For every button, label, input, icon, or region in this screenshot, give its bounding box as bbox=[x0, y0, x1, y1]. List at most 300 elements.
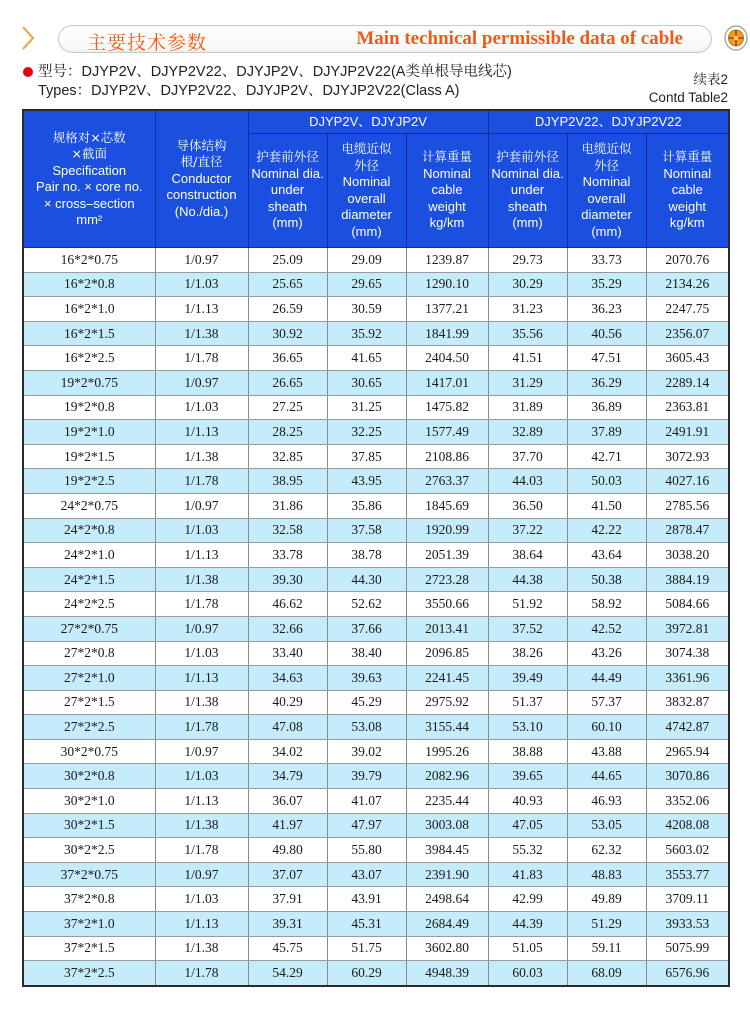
header-line: under bbox=[270, 182, 305, 198]
types-english: Types：DJYP2V、DJYP2V22、DJYJP2V、DJYJP2V22(Class A) bbox=[38, 83, 460, 99]
table-row bbox=[23, 592, 729, 617]
header-line: 外径 bbox=[594, 157, 620, 173]
cell-conductor: 1/1.03 bbox=[155, 518, 248, 543]
technical-data-table bbox=[22, 109, 730, 987]
cell-cable-weight: 4948.39 bbox=[406, 961, 488, 986]
cell-overall-diameter: 43.07 bbox=[327, 862, 406, 887]
cell-spec: 16*2*0.8 bbox=[23, 272, 155, 297]
cell-overall-diameter-22: 35.29 bbox=[567, 272, 646, 297]
cell-overall-diameter-22: 36.23 bbox=[567, 297, 646, 322]
cell-conductor: 1/1.03 bbox=[155, 395, 248, 420]
cell-dia-under-sheath: 32.66 bbox=[248, 616, 327, 641]
col-header-cable-weight-22 bbox=[646, 134, 729, 248]
cell-overall-diameter-22: 46.93 bbox=[567, 789, 646, 814]
cell-spec: 16*2*1.5 bbox=[23, 321, 155, 346]
header-line: Nominal bbox=[582, 174, 631, 189]
cell-dia-under-sheath: 40.29 bbox=[248, 690, 327, 715]
cell-dia-under-sheath-22: 41.51 bbox=[488, 346, 567, 371]
cell-spec: 30*2*1.0 bbox=[23, 789, 155, 814]
table-row bbox=[23, 469, 729, 494]
header-line: 外径 bbox=[353, 157, 379, 173]
cell-cable-weight-22: 3832.87 bbox=[646, 690, 729, 715]
cell-dia-under-sheath-22: 37.70 bbox=[488, 444, 567, 469]
cell-conductor: 1/0.97 bbox=[155, 370, 248, 395]
cell-cable-weight: 2763.37 bbox=[406, 469, 488, 494]
header-line: 根/直径 bbox=[180, 154, 223, 170]
cell-spec: 19*2*2.5 bbox=[23, 469, 155, 494]
section-title-bar bbox=[20, 24, 736, 54]
col-header-specification bbox=[23, 110, 155, 248]
cell-dia-under-sheath: 33.78 bbox=[248, 543, 327, 568]
cell-overall-diameter: 35.92 bbox=[327, 321, 406, 346]
header-line: mm² bbox=[76, 212, 103, 227]
cell-overall-diameter: 39.79 bbox=[327, 764, 406, 789]
cell-spec: 24*2*0.8 bbox=[23, 518, 155, 543]
cell-dia-under-sheath: 38.95 bbox=[248, 469, 327, 494]
cell-dia-under-sheath-22: 53.10 bbox=[488, 715, 567, 740]
cell-dia-under-sheath: 54.29 bbox=[248, 961, 327, 986]
cell-dia-under-sheath-22: 36.50 bbox=[488, 493, 567, 518]
table-row bbox=[23, 789, 729, 814]
cell-spec: 19*2*1.0 bbox=[23, 420, 155, 445]
cell-overall-diameter-22: 44.49 bbox=[567, 666, 646, 691]
group-header-djyp2v22: DJYP2V22、DJYJP2V22 bbox=[488, 110, 729, 134]
cell-overall-diameter-22: 68.09 bbox=[567, 961, 646, 986]
cell-cable-weight: 1841.99 bbox=[406, 321, 488, 346]
cell-conductor: 1/1.78 bbox=[155, 838, 248, 863]
cell-dia-under-sheath-22: 31.29 bbox=[488, 370, 567, 395]
cell-dia-under-sheath-22: 51.92 bbox=[488, 592, 567, 617]
cell-conductor: 1/1.78 bbox=[155, 469, 248, 494]
cell-conductor: 1/1.03 bbox=[155, 887, 248, 912]
table-row bbox=[23, 715, 729, 740]
cell-cable-weight-22: 3070.86 bbox=[646, 764, 729, 789]
cell-overall-diameter-22: 43.64 bbox=[567, 543, 646, 568]
col-header-cable-weight bbox=[406, 134, 488, 248]
cell-dia-under-sheath: 25.65 bbox=[248, 272, 327, 297]
cell-spec: 37*2*1.0 bbox=[23, 912, 155, 937]
cell-overall-diameter-22: 42.22 bbox=[567, 518, 646, 543]
cell-overall-diameter-22: 50.38 bbox=[567, 567, 646, 592]
cell-cable-weight: 1290.10 bbox=[406, 272, 488, 297]
cell-overall-diameter: 60.29 bbox=[327, 961, 406, 986]
cell-cable-weight: 2082.96 bbox=[406, 764, 488, 789]
cell-cable-weight: 1845.69 bbox=[406, 493, 488, 518]
header-line: Nominal bbox=[342, 174, 391, 189]
cell-cable-weight-22: 3553.77 bbox=[646, 862, 729, 887]
cell-cable-weight: 2108.86 bbox=[406, 444, 488, 469]
cell-overall-diameter: 41.07 bbox=[327, 789, 406, 814]
table-body bbox=[23, 248, 729, 986]
table-row bbox=[23, 543, 729, 568]
continued-table-label bbox=[649, 71, 728, 107]
table-row bbox=[23, 887, 729, 912]
cell-dia-under-sheath-22: 31.23 bbox=[488, 297, 567, 322]
col-header-overall-diameter bbox=[327, 134, 406, 248]
cell-dia-under-sheath-22: 44.03 bbox=[488, 469, 567, 494]
header-line: (mm) bbox=[591, 223, 622, 239]
cell-overall-diameter-22: 59.11 bbox=[567, 936, 646, 961]
cell-cable-weight-22: 2363.81 bbox=[646, 395, 729, 420]
cell-dia-under-sheath-22: 38.26 bbox=[488, 641, 567, 666]
cell-dia-under-sheath-22: 39.49 bbox=[488, 666, 567, 691]
cell-dia-under-sheath-22: 35.56 bbox=[488, 321, 567, 346]
cell-conductor: 1/1.78 bbox=[155, 346, 248, 371]
header-line: sheath bbox=[507, 198, 548, 214]
cell-overall-diameter: 47.97 bbox=[327, 813, 406, 838]
table-row bbox=[23, 420, 729, 445]
cell-cable-weight-22: 3038.20 bbox=[646, 543, 729, 568]
header-line: overall bbox=[587, 190, 626, 206]
table-row bbox=[23, 272, 729, 297]
cell-dia-under-sheath: 41.97 bbox=[248, 813, 327, 838]
cell-cable-weight-22: 3933.53 bbox=[646, 912, 729, 937]
cell-dia-under-sheath: 49.80 bbox=[248, 838, 327, 863]
cell-cable-weight-22: 2247.75 bbox=[646, 297, 729, 322]
cell-dia-under-sheath: 39.31 bbox=[248, 912, 327, 937]
cell-dia-under-sheath: 39.30 bbox=[248, 567, 327, 592]
header-line: (mm) bbox=[272, 215, 303, 231]
brand-logo-icon bbox=[723, 24, 749, 52]
cell-overall-diameter: 38.78 bbox=[327, 543, 406, 568]
table-row bbox=[23, 912, 729, 937]
cell-dia-under-sheath: 31.86 bbox=[248, 493, 327, 518]
cell-dia-under-sheath-22: 44.39 bbox=[488, 912, 567, 937]
header-line: construction bbox=[166, 187, 237, 203]
cell-dia-under-sheath-22: 44.38 bbox=[488, 567, 567, 592]
cell-overall-diameter: 39.02 bbox=[327, 739, 406, 764]
table-row bbox=[23, 493, 729, 518]
cell-cable-weight-22: 3361.96 bbox=[646, 666, 729, 691]
cell-overall-diameter: 45.29 bbox=[327, 690, 406, 715]
cell-cable-weight-22: 3352.06 bbox=[646, 789, 729, 814]
header-line: 电缆近似 bbox=[341, 141, 392, 156]
cell-cable-weight: 2404.50 bbox=[406, 346, 488, 371]
header-line: Pair no. × core no. bbox=[35, 179, 143, 194]
cell-spec: 30*2*0.75 bbox=[23, 739, 155, 764]
cell-overall-diameter-22: 62.32 bbox=[567, 838, 646, 863]
contd-chinese: 续表2 bbox=[693, 72, 728, 87]
cell-cable-weight-22: 5084.66 bbox=[646, 592, 729, 617]
cell-overall-diameter-22: 58.92 bbox=[567, 592, 646, 617]
cell-dia-under-sheath: 47.08 bbox=[248, 715, 327, 740]
cell-spec: 16*2*2.5 bbox=[23, 346, 155, 371]
table-row bbox=[23, 862, 729, 887]
col-header-dia-under-sheath bbox=[248, 134, 327, 248]
cell-dia-under-sheath-22: 39.65 bbox=[488, 764, 567, 789]
cell-cable-weight: 2241.45 bbox=[406, 666, 488, 691]
cell-spec: 27*2*2.5 bbox=[23, 715, 155, 740]
cell-spec: 24*2*1.5 bbox=[23, 567, 155, 592]
cell-cable-weight: 3155.44 bbox=[406, 715, 488, 740]
cell-overall-diameter-22: 42.71 bbox=[567, 444, 646, 469]
table-row bbox=[23, 666, 729, 691]
table-row bbox=[23, 690, 729, 715]
cell-overall-diameter: 55.80 bbox=[327, 838, 406, 863]
cell-conductor: 1/0.97 bbox=[155, 862, 248, 887]
header-line: weight bbox=[428, 198, 466, 214]
table-row bbox=[23, 346, 729, 371]
cell-overall-diameter: 53.08 bbox=[327, 715, 406, 740]
cell-dia-under-sheath-22: 37.52 bbox=[488, 616, 567, 641]
table-row bbox=[23, 567, 729, 592]
cell-cable-weight-22: 2965.94 bbox=[646, 739, 729, 764]
cell-cable-weight-22: 3709.11 bbox=[646, 887, 729, 912]
header-line: (No./dia.) bbox=[174, 203, 229, 219]
header-line: 计算重量 bbox=[422, 149, 473, 165]
table-row bbox=[23, 764, 729, 789]
cell-cable-weight-22: 5075.99 bbox=[646, 936, 729, 961]
header-line: Nominal bbox=[663, 165, 712, 181]
cell-overall-diameter-22: 50.03 bbox=[567, 469, 646, 494]
header-line: Conductor bbox=[171, 170, 232, 186]
table-row bbox=[23, 739, 729, 764]
cell-spec: 19*2*1.5 bbox=[23, 444, 155, 469]
cell-conductor: 1/0.97 bbox=[155, 616, 248, 641]
cell-overall-diameter: 41.65 bbox=[327, 346, 406, 371]
cell-overall-diameter-22: 51.29 bbox=[567, 912, 646, 937]
cell-spec: 37*2*1.5 bbox=[23, 936, 155, 961]
header-line: 电缆近似 bbox=[581, 141, 632, 156]
cell-conductor: 1/1.38 bbox=[155, 321, 248, 346]
header-line: kg/km bbox=[429, 215, 465, 231]
header-line: 计算重量 bbox=[662, 149, 713, 165]
cell-conductor: 1/1.38 bbox=[155, 813, 248, 838]
cell-cable-weight-22: 2785.56 bbox=[646, 493, 729, 518]
cell-overall-diameter-22: 42.52 bbox=[567, 616, 646, 641]
cell-overall-diameter-22: 36.89 bbox=[567, 395, 646, 420]
cell-cable-weight-22: 3605.43 bbox=[646, 346, 729, 371]
cell-dia-under-sheath: 33.40 bbox=[248, 641, 327, 666]
cell-overall-diameter-22: 33.73 bbox=[567, 248, 646, 273]
cell-cable-weight-22: 4208.08 bbox=[646, 813, 729, 838]
cell-overall-diameter: 29.09 bbox=[327, 248, 406, 273]
header-line: weight bbox=[668, 198, 707, 214]
header-line: (mm) bbox=[512, 215, 543, 231]
cell-cable-weight: 2096.85 bbox=[406, 641, 488, 666]
header-line: sheath bbox=[267, 198, 308, 214]
cell-dia-under-sheath: 37.07 bbox=[248, 862, 327, 887]
cell-cable-weight-22: 2356.07 bbox=[646, 321, 729, 346]
header-line: overall bbox=[347, 190, 386, 206]
cell-dia-under-sheath: 36.65 bbox=[248, 346, 327, 371]
header-line: ×截面 bbox=[71, 146, 107, 161]
cell-conductor: 1/1.38 bbox=[155, 444, 248, 469]
cell-cable-weight-22: 4027.16 bbox=[646, 469, 729, 494]
cell-cable-weight: 1995.26 bbox=[406, 739, 488, 764]
cell-dia-under-sheath-22: 51.37 bbox=[488, 690, 567, 715]
header-line: 导体结构 bbox=[176, 137, 227, 153]
cell-dia-under-sheath-22: 41.83 bbox=[488, 862, 567, 887]
cell-dia-under-sheath: 28.25 bbox=[248, 420, 327, 445]
cell-dia-under-sheath: 26.59 bbox=[248, 297, 327, 322]
cell-overall-diameter-22: 48.83 bbox=[567, 862, 646, 887]
cell-cable-weight: 2684.49 bbox=[406, 912, 488, 937]
table-row bbox=[23, 518, 729, 543]
cell-cable-weight: 2498.64 bbox=[406, 887, 488, 912]
cell-conductor: 1/1.03 bbox=[155, 764, 248, 789]
cell-cable-weight: 3003.08 bbox=[406, 813, 488, 838]
cell-overall-diameter: 38.40 bbox=[327, 641, 406, 666]
cell-cable-weight-22: 3972.81 bbox=[646, 616, 729, 641]
cell-cable-weight: 1417.01 bbox=[406, 370, 488, 395]
cell-conductor: 1/1.38 bbox=[155, 567, 248, 592]
title-chinese: 主要技术参数 bbox=[87, 32, 208, 54]
table-row bbox=[23, 616, 729, 641]
cell-conductor: 1/1.78 bbox=[155, 592, 248, 617]
cell-conductor: 1/0.97 bbox=[155, 739, 248, 764]
cell-spec: 27*2*1.5 bbox=[23, 690, 155, 715]
cell-spec: 37*2*0.75 bbox=[23, 862, 155, 887]
cell-cable-weight: 2051.39 bbox=[406, 543, 488, 568]
cell-cable-weight-22: 3074.38 bbox=[646, 641, 729, 666]
cell-dia-under-sheath: 32.85 bbox=[248, 444, 327, 469]
red-bullet-icon bbox=[23, 67, 33, 77]
chevron-right-icon bbox=[20, 25, 36, 51]
cell-overall-diameter: 30.65 bbox=[327, 370, 406, 395]
cell-cable-weight: 1577.49 bbox=[406, 420, 488, 445]
cell-cable-weight-22: 3072.93 bbox=[646, 444, 729, 469]
table-row bbox=[23, 961, 729, 986]
cell-overall-diameter-22: 36.29 bbox=[567, 370, 646, 395]
cell-spec: 37*2*2.5 bbox=[23, 961, 155, 986]
cell-overall-diameter: 35.86 bbox=[327, 493, 406, 518]
cell-cable-weight-22: 6576.96 bbox=[646, 961, 729, 986]
cell-cable-weight-22: 2491.91 bbox=[646, 420, 729, 445]
cell-conductor: 1/0.97 bbox=[155, 493, 248, 518]
cell-cable-weight: 3550.66 bbox=[406, 592, 488, 617]
cell-dia-under-sheath: 36.07 bbox=[248, 789, 327, 814]
header-line: 规格对×芯数 bbox=[52, 129, 126, 145]
cell-dia-under-sheath: 34.02 bbox=[248, 739, 327, 764]
header-line: (mm) bbox=[351, 223, 382, 239]
cell-dia-under-sheath: 45.75 bbox=[248, 936, 327, 961]
cell-overall-diameter: 37.66 bbox=[327, 616, 406, 641]
cell-cable-weight-22: 3884.19 bbox=[646, 567, 729, 592]
cell-dia-under-sheath-22: 29.73 bbox=[488, 248, 567, 273]
cell-cable-weight-22: 2289.14 bbox=[646, 370, 729, 395]
cell-dia-under-sheath-22: 60.03 bbox=[488, 961, 567, 986]
cell-overall-diameter-22: 44.65 bbox=[567, 764, 646, 789]
cell-conductor: 1/1.13 bbox=[155, 543, 248, 568]
col-header-overall-diameter-22 bbox=[567, 134, 646, 248]
cell-cable-weight: 2013.41 bbox=[406, 616, 488, 641]
header-line: cable bbox=[671, 182, 703, 198]
header-line: kg/km bbox=[669, 215, 705, 231]
header-line: 护套前外径 bbox=[496, 149, 559, 165]
cell-overall-diameter: 45.31 bbox=[327, 912, 406, 937]
cable-types bbox=[38, 63, 512, 101]
cell-spec: 37*2*0.8 bbox=[23, 887, 155, 912]
cell-conductor: 1/1.03 bbox=[155, 641, 248, 666]
cell-overall-diameter-22: 43.88 bbox=[567, 739, 646, 764]
cell-overall-diameter: 30.59 bbox=[327, 297, 406, 322]
cell-overall-diameter-22: 49.89 bbox=[567, 887, 646, 912]
cell-spec: 30*2*0.8 bbox=[23, 764, 155, 789]
cell-conductor: 1/1.38 bbox=[155, 690, 248, 715]
cell-cable-weight-22: 4742.87 bbox=[646, 715, 729, 740]
cell-dia-under-sheath-22: 42.99 bbox=[488, 887, 567, 912]
col-header-conductor bbox=[155, 110, 248, 248]
cell-cable-weight-22: 5603.02 bbox=[646, 838, 729, 863]
table-row bbox=[23, 641, 729, 666]
table-row bbox=[23, 297, 729, 322]
header-line: Nominal bbox=[423, 165, 471, 181]
cell-overall-diameter: 43.91 bbox=[327, 887, 406, 912]
cell-dia-under-sheath-22: 40.93 bbox=[488, 789, 567, 814]
header-line: diameter bbox=[341, 207, 392, 222]
cell-conductor: 1/1.13 bbox=[155, 912, 248, 937]
cell-conductor: 1/1.13 bbox=[155, 666, 248, 691]
header-line: Nominal dia. bbox=[491, 165, 564, 181]
cell-dia-under-sheath-22: 38.88 bbox=[488, 739, 567, 764]
cell-overall-diameter: 52.62 bbox=[327, 592, 406, 617]
cell-spec: 30*2*1.5 bbox=[23, 813, 155, 838]
cell-dia-under-sheath-22: 37.22 bbox=[488, 518, 567, 543]
header-line: × cross–section bbox=[43, 195, 135, 211]
cell-spec: 30*2*2.5 bbox=[23, 838, 155, 863]
cell-overall-diameter: 29.65 bbox=[327, 272, 406, 297]
header-line: diameter bbox=[581, 207, 632, 222]
col-header-dia-under-sheath-22 bbox=[488, 134, 567, 248]
cell-overall-diameter: 43.95 bbox=[327, 469, 406, 494]
cell-overall-diameter: 44.30 bbox=[327, 567, 406, 592]
title-pill bbox=[58, 25, 712, 53]
cell-conductor: 1/1.13 bbox=[155, 297, 248, 322]
cell-spec: 24*2*2.5 bbox=[23, 592, 155, 617]
header-line: Specification bbox=[52, 162, 127, 178]
cell-cable-weight: 2235.44 bbox=[406, 789, 488, 814]
header-line: 护套前外径 bbox=[256, 149, 319, 165]
cell-cable-weight: 2975.92 bbox=[406, 690, 488, 715]
cell-cable-weight: 2391.90 bbox=[406, 862, 488, 887]
header-line: Nominal dia. bbox=[251, 165, 324, 181]
cell-cable-weight-22: 2878.47 bbox=[646, 518, 729, 543]
cell-spec: 16*2*0.75 bbox=[23, 248, 155, 273]
cell-conductor: 1/1.13 bbox=[155, 420, 248, 445]
cell-spec: 16*2*1.0 bbox=[23, 297, 155, 322]
cell-overall-diameter: 51.75 bbox=[327, 936, 406, 961]
cell-dia-under-sheath: 27.25 bbox=[248, 395, 327, 420]
contd-english: Contd Table2 bbox=[648, 90, 728, 105]
cell-cable-weight: 1377.21 bbox=[406, 297, 488, 322]
cell-overall-diameter: 37.58 bbox=[327, 518, 406, 543]
cell-dia-under-sheath: 34.63 bbox=[248, 666, 327, 691]
cell-dia-under-sheath: 26.65 bbox=[248, 370, 327, 395]
cell-cable-weight: 1475.82 bbox=[406, 395, 488, 420]
cell-spec: 27*2*1.0 bbox=[23, 666, 155, 691]
cell-cable-weight-22: 2134.26 bbox=[646, 272, 729, 297]
cell-cable-weight: 2723.28 bbox=[406, 567, 488, 592]
types-chinese: 型号：DJYP2V、DJYP2V22、DJYJP2V、DJYJP2V22(A类单根导电线芯) bbox=[38, 64, 512, 80]
cell-spec: 27*2*0.75 bbox=[23, 616, 155, 641]
cell-conductor: 1/1.38 bbox=[155, 936, 248, 961]
cell-overall-diameter-22: 40.56 bbox=[567, 321, 646, 346]
table-row bbox=[23, 248, 729, 273]
cell-cable-weight-22: 2070.76 bbox=[646, 248, 729, 273]
cell-dia-under-sheath-22: 31.89 bbox=[488, 395, 567, 420]
cell-overall-diameter: 37.85 bbox=[327, 444, 406, 469]
cell-spec: 24*2*1.0 bbox=[23, 543, 155, 568]
cell-cable-weight: 1920.99 bbox=[406, 518, 488, 543]
table-row bbox=[23, 444, 729, 469]
header-line: cable bbox=[431, 182, 463, 198]
title-english: Main technical permissible data of cable bbox=[356, 28, 683, 49]
cell-dia-under-sheath-22: 51.05 bbox=[488, 936, 567, 961]
table-row bbox=[23, 813, 729, 838]
cell-overall-diameter-22: 37.89 bbox=[567, 420, 646, 445]
cell-overall-diameter-22: 53.05 bbox=[567, 813, 646, 838]
